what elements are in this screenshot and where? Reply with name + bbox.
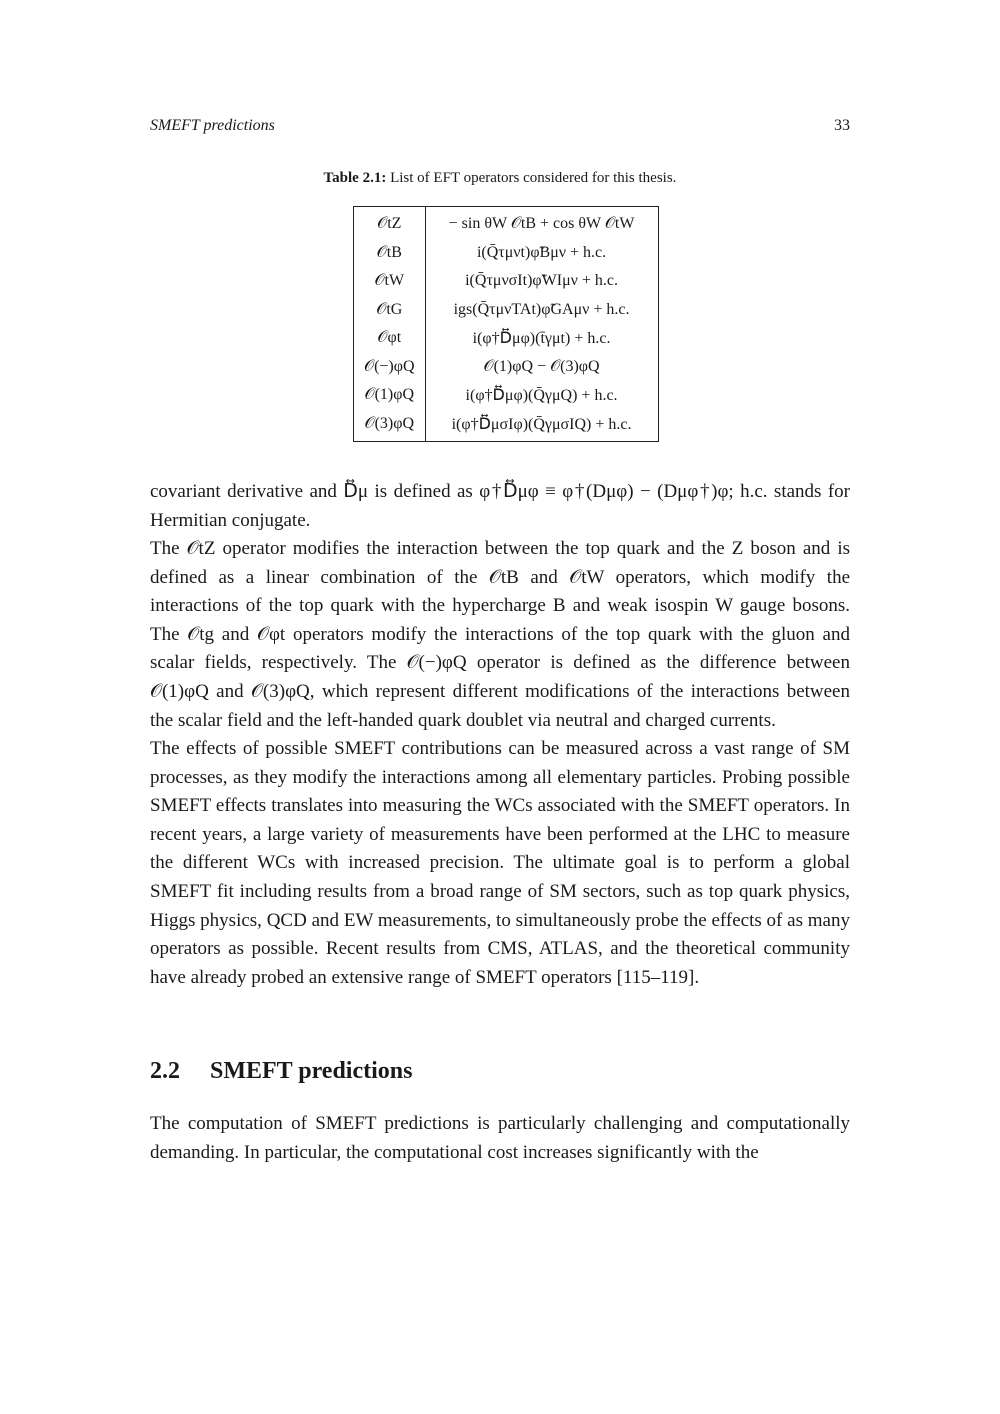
table-row xyxy=(354,324,659,353)
operator-name: 𝒪tG xyxy=(354,296,426,325)
operator-name: 𝒪tW xyxy=(354,267,426,296)
operator-name: 𝒪tZ xyxy=(354,207,426,239)
operator-definition: i(Q̄τμνσIt)φ̃WIμν + h.c. xyxy=(465,272,619,290)
operator-definition: − sin θW 𝒪tB + cos θW 𝒪tW xyxy=(448,215,635,233)
operator-name: 𝒪(3)φQ xyxy=(354,410,426,442)
operator-definition: i(φ†D⃡μφ)(Q̄γμQ) + h.c. xyxy=(465,387,618,405)
table-caption xyxy=(0,170,1000,187)
operator-definition: i(φ†D⃡μφ)(t̄γμt) + h.c. xyxy=(472,330,611,348)
operator-name: 𝒪(1)φQ xyxy=(354,381,426,410)
table-caption-text: List of EFT operators considered for this thesis. xyxy=(390,170,677,186)
table-row xyxy=(354,410,659,442)
table-row xyxy=(354,207,659,239)
section-heading xyxy=(150,1058,412,1085)
operator-table xyxy=(353,206,659,442)
page-number: 33 xyxy=(834,117,850,134)
table-row xyxy=(354,296,659,325)
table-row xyxy=(354,267,659,296)
operator-definition: i(φ†D⃡μσIφ)(Q̄γμσIQ) + h.c. xyxy=(451,415,632,433)
operator-definition: igs(Q̄τμνTAt)φ̃GAμν + h.c. xyxy=(453,300,630,318)
operator-name: 𝒪φt xyxy=(354,324,426,353)
operator-definition: 𝒪(1)φQ − 𝒪(3)φQ xyxy=(483,357,600,375)
section-title: SMEFT predictions xyxy=(210,1058,413,1084)
section-number: 2.2 xyxy=(150,1058,180,1084)
operator-name: 𝒪tB xyxy=(354,239,426,268)
running-head: SMEFT predictions xyxy=(150,117,275,134)
table-row xyxy=(354,381,659,410)
operator-name: 𝒪(−)φQ xyxy=(354,353,426,382)
table-row xyxy=(354,239,659,268)
operator-description-paragraph: The 𝒪tZ operator modifies the interaction between the top quark and the Z boson and is defined as a linear combination of the 𝒪tB and 𝒪tW operators, which modify the interactions of the top quark with the hypercharge B and weak isospin W gauge bosons. The 𝒪tg and 𝒪φt operators modify the interactions of the top quark with the gluon and scalar fields, respectively. The 𝒪(−)φQ operator is defined as the difference between 𝒪(1)φQ and 𝒪(3)φQ, which represent different modifications of the interactions between the scalar field and the left-handed quark doublet via neutral and charged currents. xyxy=(150,538,850,731)
smeft-effects-paragraph: The effects of possible SMEFT contributions can be measured across a vast range of SM processes, as they modify the interactions among all elementary particles. Probing possible SMEFT effects translates into measuring the WCs associated with the SMEFT operators. In recent years, a large variety of measurements have been performed at the LHC to measure the different WCs with increased precision. The ultimate goal is to perform a global SMEFT fit including results from a broad range of SM sectors, such as top quark physics, Higgs physics, QCD and EW measurements, to simultaneously probe the effects of as many operators as possible. Recent results from CMS, ATLAS, and the theoretical community have already probed an extensive range of SMEFT operators [115–119]. xyxy=(150,738,850,988)
operator-definition: i(Q̄τμνt)φ̃Bμν + h.c. xyxy=(476,243,607,261)
table-row xyxy=(354,353,659,382)
table-caption-label: Table 2.1: xyxy=(323,170,387,186)
section-paragraph: The computation of SMEFT predictions is particularly challenging and computationally demanding. In particular, the computational cost increases significantly with the xyxy=(150,1113,850,1163)
intro-paragraph: covariant derivative and D⃡μ is defined as φ†D⃡μφ ≡ φ†(Dμφ) − (Dμφ†)φ; h.c. stands for Hermitian conjugate. xyxy=(150,481,850,531)
